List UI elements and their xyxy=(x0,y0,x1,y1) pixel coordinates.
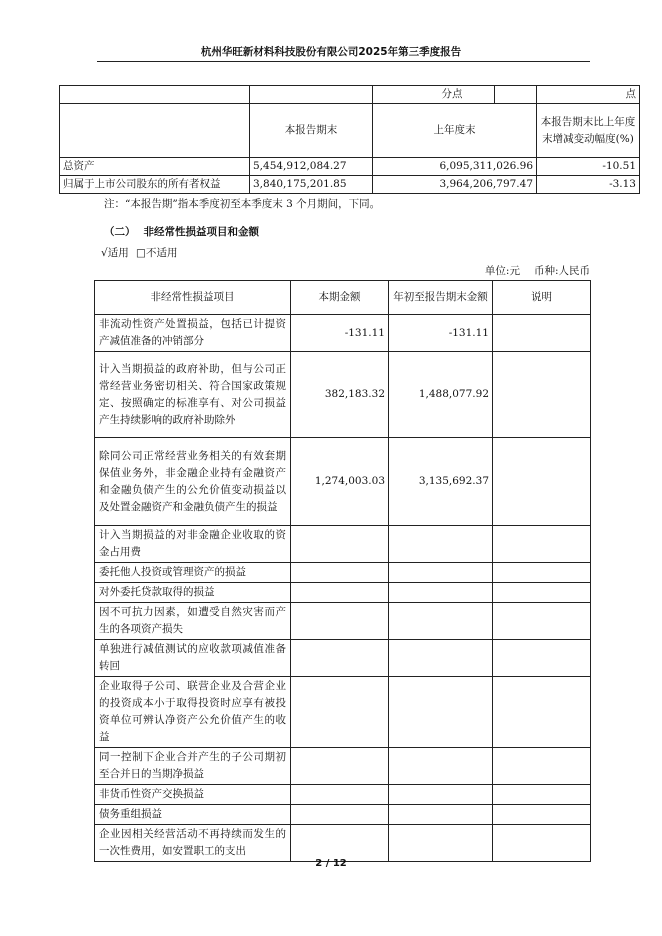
table-cell xyxy=(60,86,250,104)
table-row xyxy=(95,640,591,677)
table-row xyxy=(95,603,591,640)
table-row xyxy=(60,176,640,194)
note-cell xyxy=(493,583,591,603)
ytd-cell: 3,135,692.37 xyxy=(389,438,493,526)
balance-table xyxy=(59,85,640,194)
note-cell xyxy=(493,315,591,352)
table-row xyxy=(60,86,640,104)
table-row xyxy=(95,526,591,563)
current-cell xyxy=(291,677,389,748)
table-header-cell: 年初至报告期末金额 xyxy=(389,281,493,315)
row-label: 总资产 xyxy=(60,158,250,176)
table-cell xyxy=(373,86,537,104)
note-cell xyxy=(493,438,591,526)
table-header-cell: 本报告期末 xyxy=(250,104,373,158)
table-row xyxy=(95,805,591,825)
ytd-cell xyxy=(389,603,493,640)
note-cell xyxy=(493,352,591,438)
item-cell: 委托他人投资或管理资产的损益 xyxy=(95,563,291,583)
row-current: 3,840,175,201.85 xyxy=(250,176,373,194)
item-cell: 非流动性资产处置损益，包括已计提资产减值准备的冲销部分 xyxy=(95,315,291,352)
table-row xyxy=(95,315,591,352)
table-header-cell: 上年度末 xyxy=(373,104,537,158)
note-cell xyxy=(493,563,591,583)
current-cell xyxy=(291,603,389,640)
row-prior: 3,964,206,797.47 xyxy=(373,176,537,194)
ytd-cell xyxy=(389,825,493,862)
table-row xyxy=(95,748,591,785)
note-cell xyxy=(493,748,591,785)
header-rule xyxy=(97,61,590,62)
applicability-checks xyxy=(101,245,181,260)
table-header-cell: 本期金额 xyxy=(291,281,389,315)
row-current: 5,454,912,084.27 xyxy=(250,158,373,176)
current-cell: -131.11 xyxy=(291,315,389,352)
section-heading xyxy=(104,224,259,239)
row-change: -3.13 xyxy=(537,176,640,194)
ytd-cell: -131.11 xyxy=(389,315,493,352)
table-row xyxy=(95,583,591,603)
ytd-cell xyxy=(389,805,493,825)
table-row xyxy=(95,677,591,748)
ytd-cell xyxy=(389,583,493,603)
table-cell xyxy=(250,86,373,104)
table-header-cell: 说明 xyxy=(493,281,591,315)
ytd-cell xyxy=(389,640,493,677)
row-prior: 6,095,311,026.96 xyxy=(373,158,537,176)
table-header-row xyxy=(60,104,640,158)
item-cell: 除同公司正常经营业务相关的有效套期保值业务外，非金融企业持有金融资产和金融负债产生的公允价值变动损益以及处置金融资产和金融负债产生的损益 xyxy=(95,438,291,526)
current-cell xyxy=(291,526,389,563)
table-row xyxy=(95,352,591,438)
applicable-check: √适用 xyxy=(101,247,129,259)
table-header-cell xyxy=(60,104,250,158)
item-cell: 对外委托贷款取得的损益 xyxy=(95,583,291,603)
note-cell xyxy=(493,785,591,805)
unit-line xyxy=(471,263,590,278)
current-cell xyxy=(291,583,389,603)
section-title: 非经常性损益项目和金额 xyxy=(143,226,259,238)
row-label: 归属于上市公司股东的所有者权益 xyxy=(60,176,250,194)
item-cell: 企业因相关经营活动不再持续而发生的一次性费用，如安置职工的支出 xyxy=(95,825,291,862)
table-row xyxy=(95,438,591,526)
item-cell: 计入当期损益的政府补助，但与公司正常经营业务密切相关、符合国家政策规定、按照确定的标准享有、对公司损益产生持续影响的政府补助除外 xyxy=(95,352,291,438)
item-cell: 债务重组损益 xyxy=(95,805,291,825)
note-cell xyxy=(493,640,591,677)
ytd-cell: 1,488,077.92 xyxy=(389,352,493,438)
table-row xyxy=(60,158,640,176)
current-cell xyxy=(291,563,389,583)
item-cell: 因不可抗力因素，如遭受自然灾害而产生的各项资产损失 xyxy=(95,603,291,640)
section-number: （二） xyxy=(104,226,136,238)
ytd-cell xyxy=(389,563,493,583)
current-cell xyxy=(291,748,389,785)
ytd-cell xyxy=(389,748,493,785)
top-row-right: 点 xyxy=(537,86,640,104)
note-text: 注：“本报告期”指本季度初至本季度末 3 个月期间，下同。 xyxy=(104,198,381,210)
ytd-cell xyxy=(389,526,493,563)
table-row xyxy=(95,785,591,805)
row-change: -10.51 xyxy=(537,158,640,176)
item-cell: 同一控制下企业合并产生的子公司期初至合并日的当期净损益 xyxy=(95,748,291,785)
current-cell xyxy=(291,825,389,862)
page-header: 杭州华旺新材料科技股份有限公司2025年第三季度报告 xyxy=(200,46,462,58)
not-applicable-check: □不适用 xyxy=(136,247,178,259)
unit-label: 单位:元 xyxy=(484,265,520,277)
table-header-cell: 本报告期末比上年度末增减变动幅度(%) xyxy=(537,104,640,158)
table-header-cell: 非经常性损益项目 xyxy=(95,281,291,315)
item-cell: 计入当期损益的对非金融企业收取的资金占用费 xyxy=(95,526,291,563)
note-cell xyxy=(493,677,591,748)
item-cell: 单独进行减值测试的应收款项减值准备转回 xyxy=(95,640,291,677)
item-cell: 企业取得子公司、联营企业及合营企业的投资成本小于取得投资时应享有被投资单位可辨认净资产公允价值产生的收益 xyxy=(95,677,291,748)
table-header-row xyxy=(95,281,591,315)
note-cell xyxy=(493,805,591,825)
current-cell xyxy=(291,805,389,825)
nonrecurring-table xyxy=(94,280,591,862)
table-row xyxy=(95,825,591,862)
current-cell xyxy=(291,785,389,805)
ytd-cell xyxy=(389,677,493,748)
current-cell: 382,183.32 xyxy=(291,352,389,438)
ytd-cell xyxy=(389,785,493,805)
current-cell: 1,274,003.03 xyxy=(291,438,389,526)
note-cell xyxy=(493,825,591,862)
page-number: 2 / 12 xyxy=(315,858,347,869)
current-cell xyxy=(291,640,389,677)
note-cell xyxy=(493,603,591,640)
table-row xyxy=(95,563,591,583)
note-cell xyxy=(493,526,591,563)
item-cell: 非货币性资产交换损益 xyxy=(95,785,291,805)
top-row-left: 分点 xyxy=(410,86,495,103)
currency-label: 币种:人民币 xyxy=(533,265,590,277)
